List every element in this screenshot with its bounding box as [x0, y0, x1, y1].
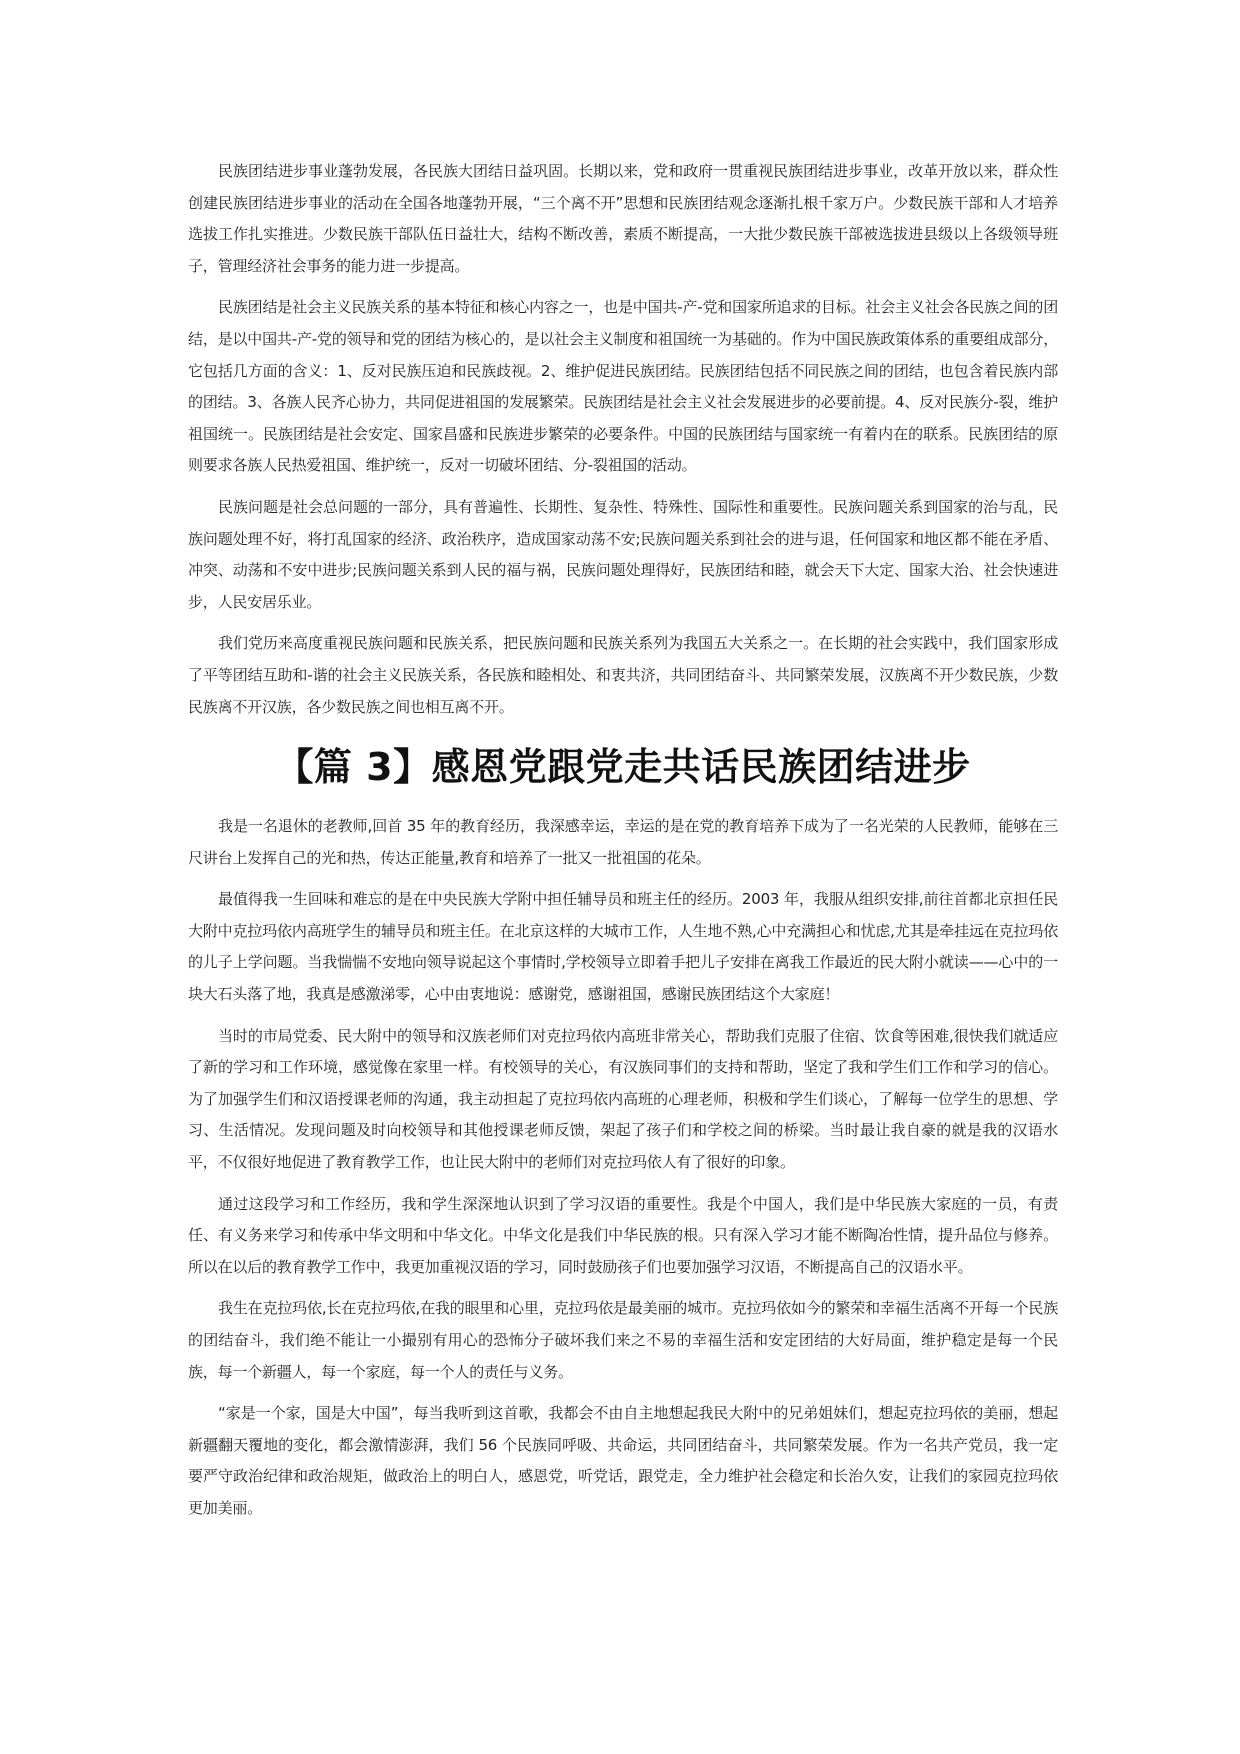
paragraph: 民族团结进步事业蓬勃发展，各民族大团结日益巩固。长期以来，党和政府一贯重视民族团结进步事业，改革开放以来，群众性创建民族团结进步事业的活动在全国各地蓬勃开展，“三个离不开”思想和民族团结观念逐渐扎根千家万户。少数民族干部和人才培养选拔工作扎实推进。少数民族干部队伍日益壮大，结构不断改善，素质不断提高，一大批少数民族干部被选拔进县级以上各级领导班子，管理经济社会事务的能力进一步提高。 — [188, 162, 1058, 275]
paragraph: “家是一个家，国是大中国”，每当我听到这首歌，我都会不由自主地想起我民大附中的兄弟姐妹们，想起克拉玛依的美丽，想起新疆翻天覆地的变化，都会激情澎湃，我们 56 个民族同呼吸、共命运，共同团结奋斗，共同繁荣发展。作为一名共产党员，我一定要严守政治纪律和政治规矩，做政治上的明白人，感恩党，听党话，跟党走，全力维护社会稳定和长治久安，让我们的家园克拉玛依更加美丽。 — [188, 1404, 1058, 1517]
paragraph: 我生在克拉玛依,长在克拉玛依,在我的眼里和心里，克拉玛依是最美丽的城市。克拉玛依如今的繁荣和幸福生活离不开每一个民族的团结奋斗，我们绝不能让一小撮别有用心的恐怖分子破坏我们来之不易的幸福生活和安定团结的大好局面，维护稳定是每一个民族，每一个新疆人，每一个家庭，每一个人的责任与义务。 — [188, 1299, 1058, 1381]
paragraph: 最值得我一生回味和难忘的是在中央民族大学附中担任辅导员和班主任的经历。2003 年，我服从组织安排,前往首都北京担任民大附中克拉玛依内高班学生的辅导员和班主任。在北京这样的大城市工作，人生地不熟,心中充满担心和忧虑,尤其是牵挂远在克拉玛依的儿子上学问题。当我惴惴不安地向领导说起这个事情时,学校领导立即着手把儿子安排在离我工作最近的民大附小就读——心中的一块大石头落了地，我真是感激涕零，心中由衷地说：感谢党，感谢祖国，感谢民族团结这个大家庭！ — [188, 890, 1058, 1004]
paragraph: 我是一名退休的老教师,回首 35 年的教育经历，我深感幸运，幸运的是在党的教育培养下成为了一名光荣的人民教师，能够在三尺讲台上发挥自己的光和热，传达正能量,教育和培养了一批又一批祖国的花朵。 — [188, 817, 1058, 867]
paragraph: 民族问题是社会总问题的一部分，具有普遍性、长期性、复杂性、特殊性、国际性和重要性。民族问题关系到国家的治与乱，民族问题处理不好，将打乱国家的经济、政治秩序，造成国家动荡不安;民族问题关系到社会的进与退，任何国家和地区都不能在矛盾、冲突、动荡和不安中进步;民族问题关系到人民的福与祸，民族问题处理得好，民族团结和睦，就会天下大定、国家大治、社会快速进步，人民安居乐业。 — [188, 497, 1058, 611]
paragraph: 我们党历来高度重视民族问题和民族关系，把民族问题和民族关系列为我国五大关系之一。在长期的社会实践中，我们国家形成了平等团结互助和-谐的社会主义民族关系，各民族和睦相处、和衷共济，共同团结奋斗、共同繁荣发展，汉族离不开少数民族，少数民族离不开汉族，各少数民族之间也相互离不开。 — [188, 634, 1058, 716]
document-page — [188, 156, 1058, 1535]
section-heading: 【篇 3】感恩党跟党走共话民族团结进步 — [275, 745, 971, 790]
paragraph: 当时的市局党委、民大附中的领导和汉族老师们对克拉玛依内高班非常关心，帮助我们克服了住宿、饮食等困难,很快我们就适应了新的学习和工作环境，感觉像在家里一样。有校领导的关心，有汉族同事们的支持和帮助，坚定了我和学生们工作和学习的信心。为了加强学生们和汉语授课老师的沟通，我主动担起了克拉玛依内高班的心理老师，积极和学生们谈心，了解每一位学生的思想、学习、生活情况。发现问题及时向校领导和其他授课老师反馈，架起了孩子们和学校之间的桥梁。当时最让我自豪的就是我的汉语水平，不仅很好地促进了教育教学工作，也让民大附中的老师们对克拉玛依人有了很好的印象。 — [188, 1026, 1058, 1172]
paragraph: 通过这段学习和工作经历，我和学生深深地认识到了学习汉语的重要性。我是个中国人，我们是中华民族大家庭的一员，有责任、有义务来学习和传承中华文明和中华文化。中华文化是我们中华民族的根。只有深入学习才能不断陶冶性情，提升品位与修养。所以在以后的教育教学工作中，我更加重视汉语的学习，同时鼓励孩子们也要加强学习汉语，不断提高自己的汉语水平。 — [188, 1194, 1058, 1276]
paragraph: 民族团结是社会主义民族关系的基本特征和核心内容之一，也是中国共-产-党和国家所追求的目标。社会主义社会各民族之间的团结，是以中国共-产-党的领导和党的团结为核心的，是以社会主义制度和祖国统一为基础的。作为中国民族政策体系的重要组成部分，它包括几方面的含义：1、反对民族压迫和民族歧视。2、维护促进民族团结。民族团结包括不同民族之间的团结，也包含着民族内部的团结。3、各族人民齐心协力，共同促进祖国的发展繁荣。民族团结是社会主义社会发展进步的必要前提。4、反对民族分-裂，维护祖国统一。民族团结是社会安定、国家昌盛和民族进步繁荣的必要条件。中国的民族团结与国家统一有着内在的联系。民族团结的原则要求各族人民热爱祖国、维护统一，反对一切破坏团结、分-裂祖国的活动。 — [188, 298, 1058, 475]
